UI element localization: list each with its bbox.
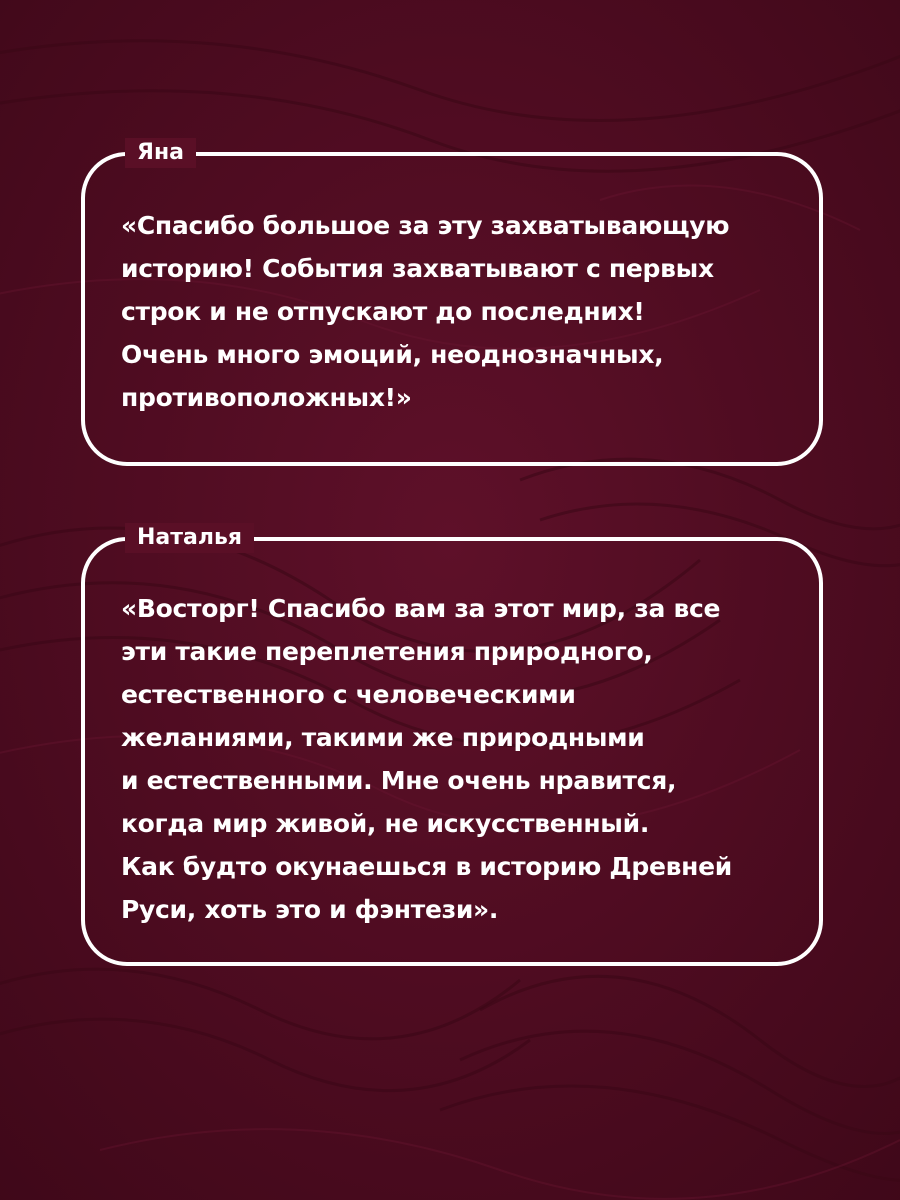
review-line: желаниями, такими же природными	[121, 723, 645, 752]
review-line: Руси, хоть это и фэнтези».	[121, 895, 499, 924]
review-line: эти такие переплетения природного,	[121, 637, 653, 666]
review-line: естественного с человеческими	[121, 680, 576, 709]
review-card-natalya	[81, 525, 823, 966]
review-line: историю! События захватывают с первых	[121, 254, 714, 283]
reviewer-name: Яна	[125, 138, 196, 168]
review-line: и естественными. Мне очень нравится,	[121, 766, 677, 795]
review-card-yana	[81, 140, 823, 466]
review-text	[121, 587, 799, 931]
reviewer-name: Наталья	[125, 523, 254, 553]
review-line: когда мир живой, не искусственный.	[121, 809, 650, 838]
review-line: «Восторг! Спасибо вам за этот мир, за все	[121, 594, 721, 623]
review-line: Очень много эмоций, неоднозначных,	[121, 340, 664, 369]
review-text	[121, 204, 799, 419]
review-line: строк и не отпускают до последних!	[121, 297, 645, 326]
review-line: «Спасибо большое за эту захватывающую	[121, 211, 730, 240]
review-line: Как будто окунаешься в историю Древней	[121, 852, 732, 881]
review-line: противоположных!»	[121, 383, 412, 412]
